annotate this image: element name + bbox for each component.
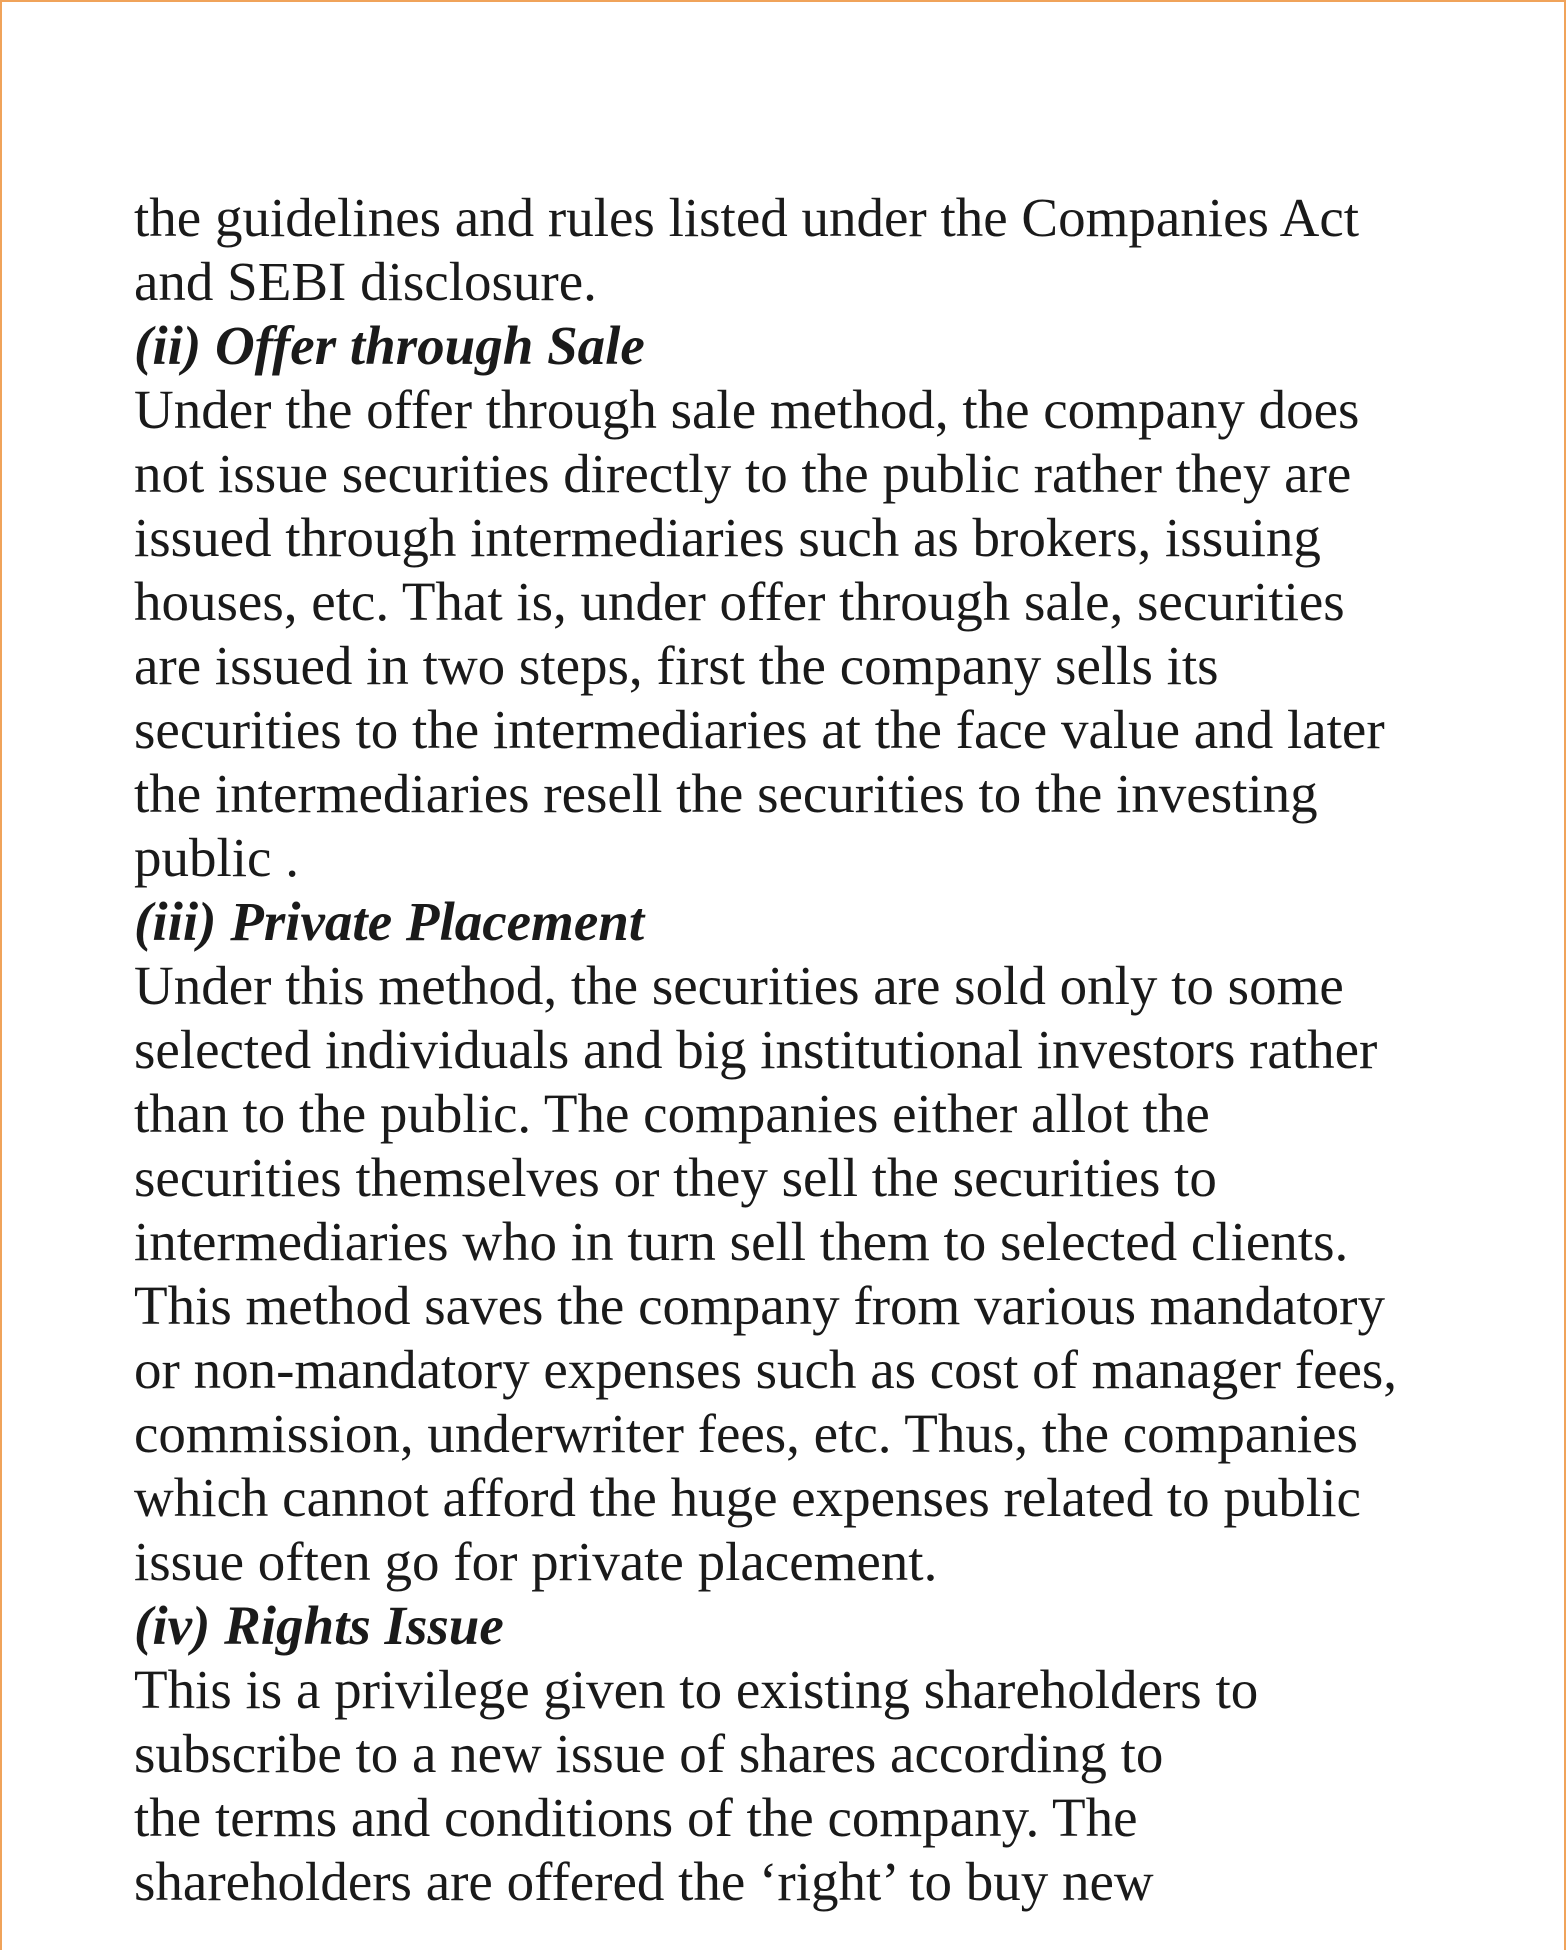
body-text-line: and SEBI disclosure. xyxy=(134,251,597,312)
body-text-line: issued through intermediaries such as brokers, issuing xyxy=(134,507,1321,568)
body-text-line: securities to the intermediaries at the face value and later xyxy=(134,699,1385,760)
body-text-line: houses, etc. That is, under offer through sale, securities xyxy=(134,571,1345,632)
body-text-line: the guidelines and rules listed under the Companies Act xyxy=(134,187,1360,248)
body-text-line: intermediaries who in turn sell them to selected clients. xyxy=(134,1211,1349,1272)
section-heading-private-placement: (iii) Private Placement xyxy=(134,891,645,952)
body-text-line: public . xyxy=(134,827,299,888)
body-text-line: selected individuals and big institutional investors rather xyxy=(134,1019,1378,1080)
body-text-line: subscribe to a new issue of shares according to xyxy=(134,1723,1164,1784)
body-text-line: than to the public. The companies either allot the xyxy=(134,1083,1210,1144)
body-text-line: This is a privilege given to existing shareholders to xyxy=(134,1659,1259,1720)
section-heading-offer-through-sale: (ii) Offer through Sale xyxy=(134,315,645,376)
body-text-line: issue often go for private placement. xyxy=(134,1531,938,1592)
body-text-line: This method saves the company from various mandatory xyxy=(134,1275,1385,1336)
body-text-line: not issue securities directly to the public rather they are xyxy=(134,443,1352,504)
document-body xyxy=(134,186,1464,1914)
body-text-line: commission, underwriter fees, etc. Thus, the companies xyxy=(134,1403,1358,1464)
body-text-line: Under the offer through sale method, the company does xyxy=(134,379,1360,440)
body-text-line: shareholders are offered the ‘right’ to buy new xyxy=(134,1851,1154,1912)
body-text-line: the terms and conditions of the company. The xyxy=(134,1787,1138,1848)
body-text-line: Under this method, the securities are sold only to some xyxy=(134,955,1344,1016)
body-text-line: or non-mandatory expenses such as cost of manager fees, xyxy=(134,1339,1398,1400)
body-text-line: are issued in two steps, first the company sells its xyxy=(134,635,1219,696)
body-text-line: securities themselves or they sell the securities to xyxy=(134,1147,1217,1208)
body-text-line: which cannot afford the huge expenses related to public xyxy=(134,1467,1361,1528)
body-text-line: the intermediaries resell the securities to the investing xyxy=(134,763,1318,824)
section-heading-rights-issue: (iv) Rights Issue xyxy=(134,1595,504,1656)
